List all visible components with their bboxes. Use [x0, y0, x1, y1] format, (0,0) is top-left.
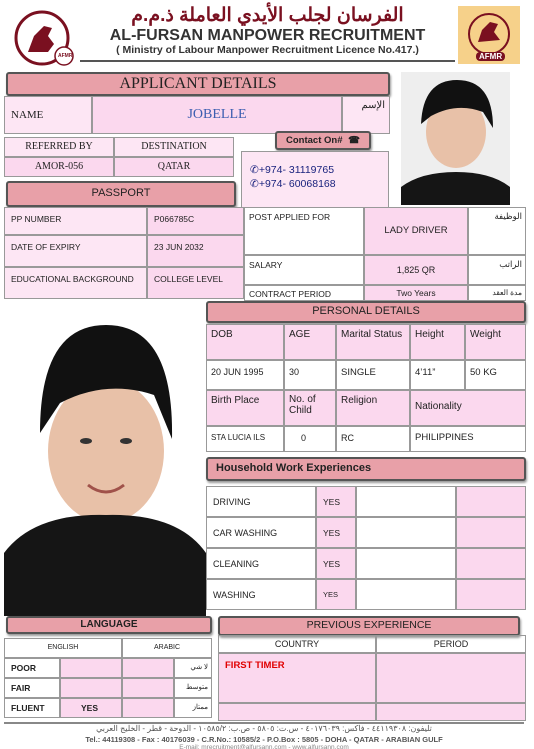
left-logo-text: AFMR [58, 53, 73, 59]
country-value-2 [218, 703, 376, 721]
religion-label: Religion [336, 390, 410, 426]
arabic-level-value [122, 658, 174, 678]
dob-value: 20 JUN 1995 [206, 360, 284, 390]
arabic-level-label: لا شي [174, 658, 212, 678]
phone-icon: ☎ [348, 135, 360, 146]
marital-value: SINGLE [336, 360, 410, 390]
arabic-level-label: ممتاز [174, 698, 212, 718]
religion-value: RC [336, 426, 410, 452]
post-label-arabic: الوظيفة [468, 207, 526, 255]
skill-label: WASHING [206, 579, 316, 610]
skill-label: CAR WASHING [206, 517, 316, 548]
children-label: No. of Child [284, 390, 336, 426]
phone-marker-icon: ✆ [250, 178, 259, 190]
period-value [376, 653, 526, 703]
arabic-level-value [122, 678, 174, 698]
phone-marker-icon: ✆ [250, 164, 259, 176]
birthplace-label: Birth Place [206, 390, 284, 426]
header-rule [80, 60, 455, 62]
applicant-details-header: APPLICANT DETAILS [6, 72, 390, 96]
phone-1[interactable]: ✆+974- 31119765 [250, 164, 335, 176]
applicant-photo-large [4, 303, 206, 616]
name-label: NAME [4, 96, 92, 134]
header-title: AL-FURSAN MANPOWER RECRUITMENT [109, 27, 426, 44]
skill-extra-cell [456, 517, 526, 548]
portrait-small-image [401, 72, 510, 205]
skill-value: YES [316, 579, 356, 610]
footer-contact[interactable]: E-mail: mrecruitment@alfursann.com - www.alfursann.com [179, 744, 349, 749]
right-logo-text: AFMR [476, 52, 505, 61]
name-value: JOBELLE [92, 96, 342, 134]
passport-header: PASSPORT [6, 181, 236, 207]
english-level-value [60, 678, 122, 698]
skill-extra-cell [356, 517, 456, 548]
language-row [4, 658, 212, 678]
contact-header [275, 131, 371, 150]
salary-value: 1,825 QR [364, 255, 468, 285]
expiry-value: 23 JUN 2032 [147, 235, 244, 267]
english-label: ENGLISH [4, 638, 122, 658]
header-arabic-title: الفرسان لجلب الأيدي العاملة ذ.م.م [131, 5, 404, 26]
previous-experience-header: PREVIOUS EXPERIENCE [218, 616, 520, 636]
period-value-2 [376, 703, 526, 721]
skill-extra-cell [356, 548, 456, 579]
birthplace-value: STA LUCIA ILS [206, 426, 284, 452]
language-row [4, 678, 212, 698]
phone-2[interactable]: ✆+974- 60068168 [250, 178, 336, 190]
contract-label-arabic: مدة العقد [468, 285, 526, 301]
pp-number-value: P066785C [147, 207, 244, 235]
contact-label: Contact On# [286, 135, 343, 146]
arabic-level-value [122, 698, 174, 718]
english-level-value: YES [60, 698, 122, 718]
post-label: POST APPLIED FOR [244, 207, 364, 255]
personal-table [206, 324, 526, 452]
dob-label: DOB [206, 324, 284, 360]
skill-value: YES [316, 548, 356, 579]
language-row [4, 698, 212, 718]
skill-label: CLEANING [206, 548, 316, 579]
household-row [206, 486, 526, 517]
household-header: Household Work Experiences [206, 457, 526, 481]
language-table [4, 638, 212, 718]
household-row [206, 517, 526, 548]
referred-by-label: REFERRED BY [4, 137, 114, 157]
header-subtitle: ( Ministry of Labour Manpower Recruitment Licence No.417.) [116, 44, 419, 56]
english-level-value [60, 658, 122, 678]
height-value: 4’11” [410, 360, 465, 390]
height-label: Height [410, 324, 465, 360]
passport-table [4, 207, 244, 299]
contract-label: CONTRACT PERIOD [244, 285, 364, 301]
portrait-large-image [4, 303, 206, 616]
contract-value: Two Years [364, 285, 468, 301]
footer-arabic: تليفون: ٤٤١١٩٣٠٨ - فاكس: ٤٠١٧٦٠٣٩ - س.ت: ٥٨٠٥ - ص.ب: ١٠٥٨٥/٢ - الدوحة - قطر - الخليج العربي [96, 724, 432, 733]
footer-english: Tel.: 44119308 - Fax : 40176039 - C.R.No.: 10585/2 - P.O.Box : 5805 - DOHA - QATAR - ARABIAN GULF [85, 735, 443, 744]
salary-label: SALARY [244, 255, 364, 285]
education-value: COLLEGE LEVEL [147, 267, 244, 299]
skill-extra-cell [356, 486, 456, 517]
destination-value: QATAR [114, 157, 234, 177]
education-label: EDUCATIONAL BACKGROUND [4, 267, 147, 299]
level-label: FAIR [4, 678, 60, 698]
personal-details-header: PERSONAL DETAILS [206, 301, 526, 323]
expiry-label: DATE OF EXPIRY [4, 235, 147, 267]
applicant-photo-small [401, 72, 510, 205]
referral-table [4, 137, 234, 179]
skill-value: YES [316, 486, 356, 517]
marital-label: Marital Status [336, 324, 410, 360]
post-table [244, 207, 526, 301]
nationality-label: Nationality [410, 390, 526, 426]
destination-label: DESTINATION [114, 137, 234, 157]
name-row [4, 96, 390, 134]
arabic-level-label: متوسط [174, 678, 212, 698]
household-row [206, 548, 526, 579]
contact-box [241, 151, 389, 209]
post-value: LADY DRIVER [364, 207, 468, 255]
level-label: POOR [4, 658, 60, 678]
country-label: COUNTRY [218, 635, 376, 653]
household-table [206, 486, 526, 610]
skill-label: DRIVING [206, 486, 316, 517]
name-label-arabic: الإسم [342, 96, 390, 134]
household-row [206, 579, 526, 610]
level-label: FLUENT [4, 698, 60, 718]
arabic-label: ARABIC [122, 638, 212, 658]
country-value: FIRST TIMER [218, 653, 376, 703]
experience-table [218, 635, 526, 721]
skill-value: YES [316, 517, 356, 548]
language-header: LANGUAGE [6, 616, 212, 634]
skill-extra-cell [456, 486, 526, 517]
period-label: PERIOD [376, 635, 526, 653]
nationality-value: PHILIPPINES [410, 426, 526, 452]
skill-extra-cell [356, 579, 456, 610]
age-label: AGE [284, 324, 336, 360]
skill-extra-cell [456, 579, 526, 610]
weight-label: Weight [465, 324, 526, 360]
left-logo [14, 8, 76, 66]
salary-label-arabic: الراتب [468, 255, 526, 285]
children-value: 0 [284, 426, 336, 452]
age-value: 30 [284, 360, 336, 390]
right-logo [458, 6, 520, 64]
skill-extra-cell [456, 548, 526, 579]
pp-number-label: PP NUMBER [4, 207, 147, 235]
weight-value: 50 KG [465, 360, 526, 390]
referred-by-value: AMOR-056 [4, 157, 114, 177]
